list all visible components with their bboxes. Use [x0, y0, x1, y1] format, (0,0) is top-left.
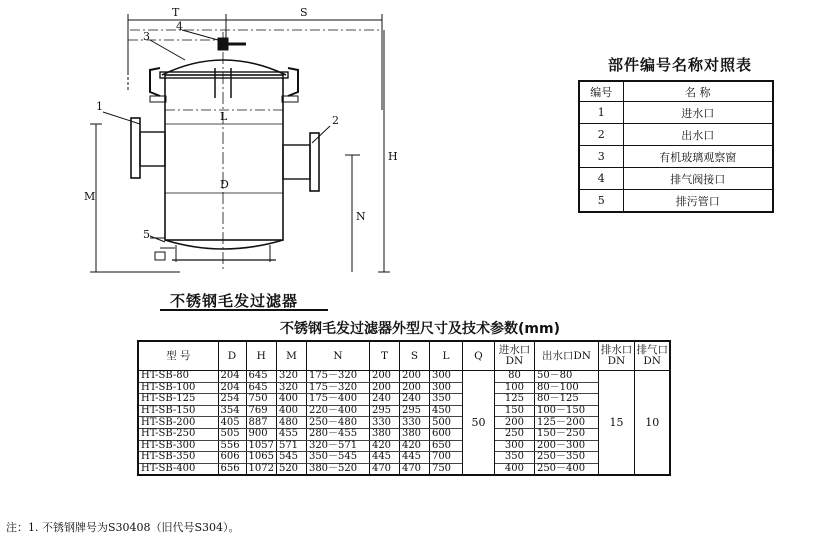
spec-cell: 350 [494, 452, 534, 464]
spec-cell: 380 [369, 428, 399, 440]
spec-cell: 295 [399, 405, 429, 417]
spec-cell: 571 [276, 440, 306, 452]
spec-header-cell: 型 号 [138, 341, 218, 371]
spec-cell: 175－400 [306, 394, 369, 406]
spec-header-cell: H [246, 341, 276, 371]
spec-cell: 645 [246, 382, 276, 394]
spec-cell: 320－571 [306, 440, 369, 452]
spec-cell: 50－80 [534, 371, 598, 383]
dim-label-s: S [300, 6, 308, 19]
spec-cell: 100－150 [534, 405, 598, 417]
spec-cell: 220－400 [306, 405, 369, 417]
spec-cell: HT-SB-80 [138, 371, 218, 383]
spec-cell: 330 [399, 417, 429, 429]
spec-cell: 204 [218, 371, 246, 383]
parts-name: 排污管口 [623, 190, 773, 213]
spec-cell: 400 [276, 394, 306, 406]
spec-table [137, 340, 671, 476]
footnote: 注：1. 不锈钢牌号为S30408（旧代号S304）。 [6, 521, 240, 534]
parts-number: 5 [579, 190, 623, 213]
spec-cell: 1057 [246, 440, 276, 452]
spec-header-cell: D [218, 341, 246, 371]
spec-cell: HT-SB-350 [138, 452, 218, 464]
spec-cell: 280－455 [306, 428, 369, 440]
spec-cell: 80－100 [534, 382, 598, 394]
spec-cell: 300 [494, 440, 534, 452]
parts-number: 2 [579, 124, 623, 146]
parts-header-number: 编号 [579, 81, 623, 102]
spec-table-title: 不锈钢毛发过滤器外型尺寸及技术参数(mm) [280, 321, 560, 337]
spec-cell: HT-SB-250 [138, 428, 218, 440]
spec-cell: 330 [369, 417, 399, 429]
callout-5: 5 [143, 228, 150, 241]
spec-cell: 420 [399, 440, 429, 452]
spec-cell: 700 [429, 452, 462, 464]
spec-merged-vent-dn: 10 [634, 371, 670, 476]
spec-cell: 300 [429, 371, 462, 383]
parts-name: 排气阀接口 [623, 168, 773, 190]
spec-cell: 455 [276, 428, 306, 440]
spec-cell: HT-SB-100 [138, 382, 218, 394]
callout-2: 2 [332, 114, 339, 127]
spec-row [138, 428, 670, 440]
spec-header-cell: 排水口DN [598, 341, 634, 371]
spec-cell: 300 [429, 382, 462, 394]
spec-cell: 480 [276, 417, 306, 429]
spec-cell: 200 [399, 382, 429, 394]
spec-cell: 400 [494, 463, 534, 475]
parts-table [578, 80, 774, 213]
spec-cell: 125 [494, 394, 534, 406]
spec-cell: 320 [276, 382, 306, 394]
spec-cell: 420 [369, 440, 399, 452]
spec-header-cell: Q [462, 341, 494, 371]
spec-cell: 600 [429, 428, 462, 440]
spec-header-cell: M [276, 341, 306, 371]
spec-cell: 750 [429, 463, 462, 475]
spec-cell: 150 [494, 405, 534, 417]
dim-label-m: M [84, 190, 96, 203]
parts-name: 有机玻璃观察窗 [623, 146, 773, 168]
spec-cell: 769 [246, 405, 276, 417]
spec-cell: 750 [246, 394, 276, 406]
spec-cell: 254 [218, 394, 246, 406]
spec-cell: 470 [369, 463, 399, 475]
parts-row [579, 102, 773, 124]
spec-cell: 545 [276, 452, 306, 464]
spec-row [138, 394, 670, 406]
spec-cell: 470 [399, 463, 429, 475]
spec-merged-drain-dn: 15 [598, 371, 634, 476]
spec-cell: 645 [246, 371, 276, 383]
spec-row [138, 463, 670, 475]
spec-cell: 650 [429, 440, 462, 452]
spec-cell: 380－520 [306, 463, 369, 475]
spec-cell: 240 [369, 394, 399, 406]
spec-cell: 320 [276, 371, 306, 383]
spec-cell: HT-SB-125 [138, 394, 218, 406]
spec-header-cell: N [306, 341, 369, 371]
parts-number: 3 [579, 146, 623, 168]
spec-cell: 350 [429, 394, 462, 406]
spec-row [138, 440, 670, 452]
dim-label-n: N [356, 210, 366, 223]
spec-cell: 100 [494, 382, 534, 394]
spec-cell: 354 [218, 405, 246, 417]
spec-cell: 200 [494, 417, 534, 429]
spec-cell: 556 [218, 440, 246, 452]
spec-cell: HT-SB-300 [138, 440, 218, 452]
parts-number: 4 [579, 168, 623, 190]
dim-label-t: T [172, 6, 180, 19]
dim-label-d: D [220, 178, 229, 191]
spec-cell: 175－320 [306, 382, 369, 394]
spec-cell: 200 [399, 371, 429, 383]
spec-cell: 400 [276, 405, 306, 417]
spec-cell: 80 [494, 371, 534, 383]
spec-merged-q: 50 [462, 371, 494, 476]
spec-cell: HT-SB-200 [138, 417, 218, 429]
spec-cell: 204 [218, 382, 246, 394]
parts-number: 1 [579, 102, 623, 124]
parts-name: 进水口 [623, 102, 773, 124]
spec-header-cell: T [369, 341, 399, 371]
parts-name: 出水口 [623, 124, 773, 146]
product-title-underline [160, 309, 328, 311]
spec-cell: 445 [369, 452, 399, 464]
spec-cell: 150－250 [534, 428, 598, 440]
dim-label-l: L [220, 110, 228, 123]
dim-label-h: H [388, 150, 398, 163]
parts-table-title: 部件编号名称对照表 [607, 56, 752, 74]
spec-cell: 520 [276, 463, 306, 475]
parts-header-name: 名 称 [623, 81, 773, 102]
spec-row [138, 382, 670, 394]
spec-cell: 900 [246, 428, 276, 440]
spec-cell: 250 [494, 428, 534, 440]
callout-1: 1 [96, 100, 103, 113]
spec-cell: 125－200 [534, 417, 598, 429]
spec-row [138, 417, 670, 429]
spec-cell: 450 [429, 405, 462, 417]
spec-header-cell: 进水口DN [494, 341, 534, 371]
spec-header-cell: 排气口DN [634, 341, 670, 371]
spec-cell: 200 [369, 371, 399, 383]
callout-3: 3 [143, 30, 150, 43]
spec-cell: 250－480 [306, 417, 369, 429]
spec-cell: 175－320 [306, 371, 369, 383]
parts-row [579, 124, 773, 146]
spec-cell: 250－400 [534, 463, 598, 475]
spec-cell: HT-SB-400 [138, 463, 218, 475]
spec-cell: 80－125 [534, 394, 598, 406]
spec-cell: 240 [399, 394, 429, 406]
spec-header-row [138, 341, 670, 371]
product-title: 不锈钢毛发过滤器 [170, 292, 299, 310]
spec-cell: 380 [399, 428, 429, 440]
spec-cell: 887 [246, 417, 276, 429]
spec-header-cell: L [429, 341, 462, 371]
parts-row [579, 146, 773, 168]
parts-row [579, 190, 773, 213]
spec-cell: 200－300 [534, 440, 598, 452]
spec-row [138, 371, 670, 383]
spec-header-cell: 出水口DN [534, 341, 598, 371]
spec-cell: 505 [218, 428, 246, 440]
spec-cell: 1072 [246, 463, 276, 475]
spec-cell: 500 [429, 417, 462, 429]
callout-4: 4 [176, 20, 183, 33]
spec-cell: HT-SB-150 [138, 405, 218, 417]
spec-row [138, 405, 670, 417]
parts-row [579, 168, 773, 190]
spec-cell: 295 [369, 405, 399, 417]
spec-cell: 350－545 [306, 452, 369, 464]
spec-cell: 606 [218, 452, 246, 464]
spec-cell: 250－350 [534, 452, 598, 464]
spec-cell: 445 [399, 452, 429, 464]
spec-cell: 200 [369, 382, 399, 394]
spec-header-cell: S [399, 341, 429, 371]
spec-row [138, 452, 670, 464]
spec-cell: 1065 [246, 452, 276, 464]
spec-cell: 405 [218, 417, 246, 429]
spec-cell: 656 [218, 463, 246, 475]
parts-header-row [579, 81, 773, 102]
